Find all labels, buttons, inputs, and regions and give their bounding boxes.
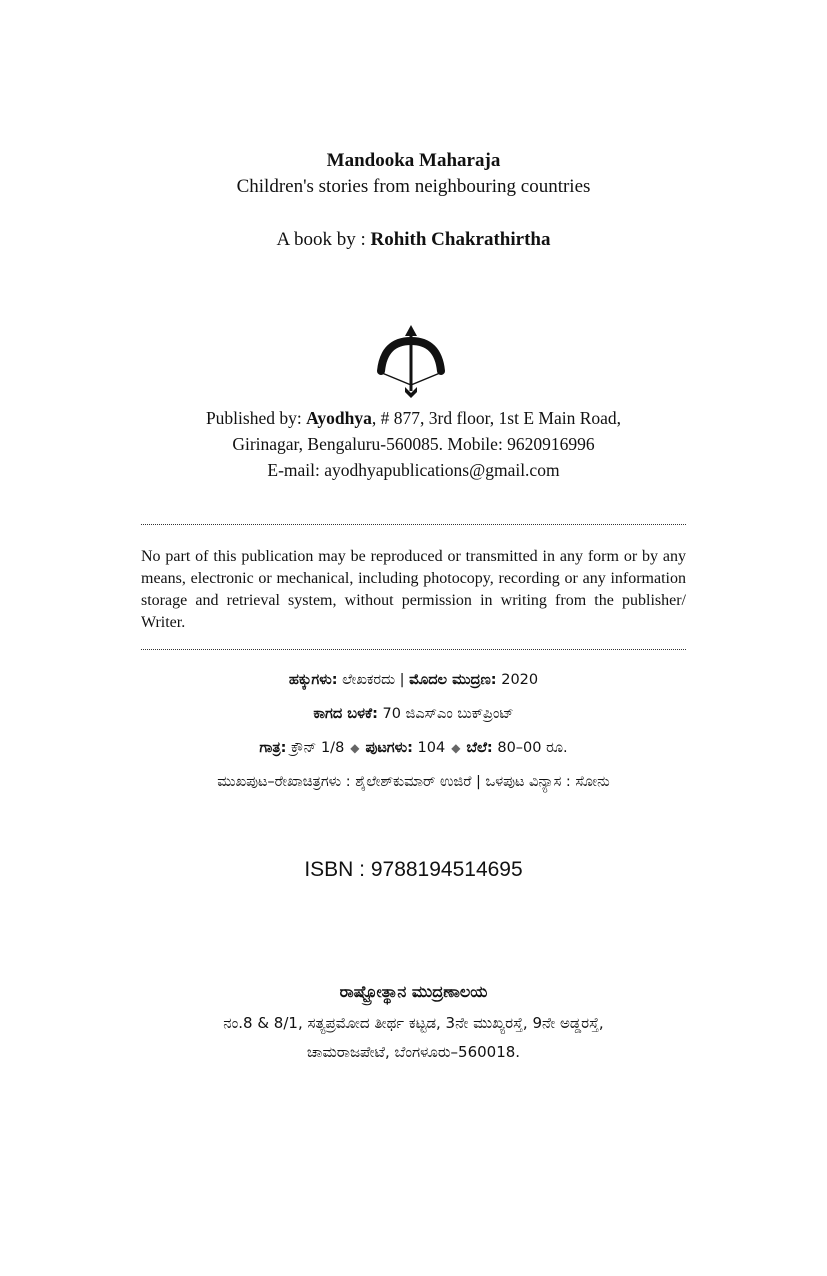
size-label: ಗಾತ್ರ:: [259, 740, 287, 756]
paper-value: 70 ಜಿಎಸ್‌ಎಂ ಬುಕ್‌ಪ್ರಿಂಟ್: [377, 706, 514, 722]
edition-value: 2020: [496, 672, 539, 688]
publisher-line-1: [0, 408, 827, 429]
credits-design: ಮುಖಪುಟ–ರೇಖಾಚಿತ್ರಗಳು : ಶೈಲೇಶ್‌ಕುಮಾರ್ ಉಜಿರೆ | ಒಳಪುಟ ವಿನ್ಯಾಸ : ಸೋನು: [217, 774, 610, 790]
rights-label: ಹಕ್ಕುಗಳು:: [288, 672, 338, 688]
byline: [0, 229, 827, 251]
size-value: ಕ್ರೌನ್ 1/8: [286, 740, 345, 756]
credits-paper: [0, 706, 827, 722]
book-subtitle: Children's stories from neighbouring countries: [236, 176, 591, 197]
publisher-name: Ayodhya: [306, 408, 372, 428]
book-title: Mandooka Maharaja: [326, 150, 501, 171]
pages-value: 104: [412, 740, 446, 756]
pages-label: ಪುಟಗಳು:: [365, 740, 413, 756]
isbn: ISBN : 9788194514695: [304, 858, 523, 881]
publisher-address-1: , # 877, 3rd floor, 1st E Main Road,: [371, 408, 622, 428]
publisher-address-2: Girinagar, Bengaluru-560085. Mobile: 9620916996: [232, 434, 595, 454]
dotted-divider-bottom: [141, 649, 686, 650]
diamond-bullet-icon: ◆: [350, 741, 360, 755]
price-label: ಬೆಲೆ:: [466, 740, 493, 756]
dotted-divider-top: [141, 524, 686, 525]
rights-value: ಲೇಖಕರದು: [337, 672, 396, 688]
price-value: 80–00 ರೂ.: [492, 740, 568, 756]
paper-label: ಕಾಗದ ಬಳಕೆ:: [313, 706, 378, 722]
copyright-notice: No part of this publication may be reproduced or transmitted in any form or by any means, electronic or mechanical, including photocopy, recording or any information storage and retrieval system, without permission in writing from the publisher/ Writer.: [141, 548, 686, 631]
printer-address-1: ನಂ.8 & 8/1, ಸತ್ಯಪ್ರಮೋದ ತೀರ್ಥ ಕಟ್ಟಡ, 3ನೇ ಮುಖ್ಯರಸ್ತೆ, 9ನೇ ಅಡ್ಡರಸ್ತೆ,: [223, 1014, 604, 1032]
byline-prefix: A book by :: [276, 229, 371, 250]
author-name: Rohith Chakrathirtha: [370, 229, 551, 250]
edition-label: ಮೊದಲ ಮುದ್ರಣ:: [409, 672, 497, 688]
credits-size-pages-price: [0, 740, 827, 756]
separator: |: [395, 672, 410, 688]
publisher-label: Published by:: [205, 408, 307, 428]
printer-name: ರಾಷ್ಟ್ರೋತ್ಥಾನ ಮುದ್ರಣಾಲಯ: [339, 982, 488, 1001]
publisher-email[interactable]: E-mail: ayodhyapublications@gmail.com: [267, 460, 560, 480]
credits-rights-edition: [0, 672, 827, 688]
bow-and-arrow-icon: [376, 325, 446, 401]
printer-address-2: ಚಾಮರಾಜಪೇಟೆ, ಬೆಂಗಳೂರು–560018.: [306, 1043, 521, 1061]
diamond-bullet-icon: ◆: [451, 741, 461, 755]
